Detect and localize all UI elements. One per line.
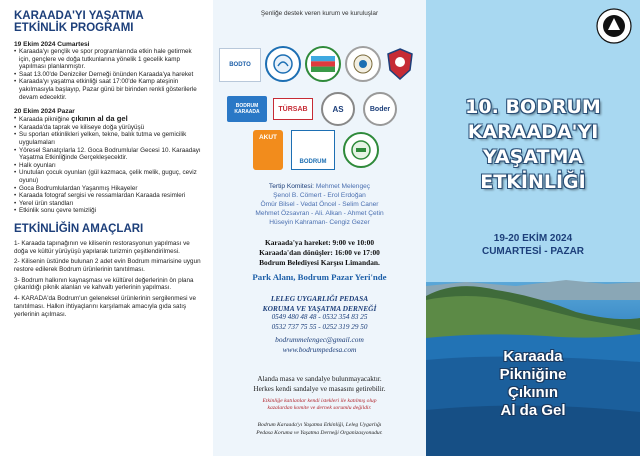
day1-list (14, 48, 203, 101)
event-title-line: 10. BODRUM (465, 96, 601, 118)
green-seal-logo (343, 132, 379, 168)
list-item: • Unutulan çocuk oyunları (gül kazmaca, çelik melik, guguç, ceviz oyunu) (14, 169, 203, 184)
notes-block (213, 374, 426, 437)
liability-warning (213, 398, 426, 412)
list-item (14, 115, 203, 124)
committee-member: Mehmet Özsavran - Ali. Alkan - Ahmet Çetin (255, 210, 384, 217)
aim-item: 1- Karaada tapınağının ve kilisenin restorasyonun yapılması ve doğa ve kültür yürüyüşü yapılarak turizmin çeşitlendirilmesi. (14, 239, 190, 255)
akut-logo: AKUT (253, 130, 283, 170)
association-contact (213, 294, 426, 355)
tursab-logo: TÜRSAB (273, 98, 313, 120)
list-item: • Goca Bodrumlulardan Yaşanmış Hikayeler (14, 185, 203, 193)
list-item: • Halk oyunları (14, 162, 203, 170)
note-tables: Alanda masa ve sandalye bulunmayacaktır. (257, 375, 382, 383)
sponsor-title: Şenliğe destek veren kurum ve kuruluşlar (260, 10, 379, 17)
info-column (213, 0, 426, 456)
committee-member: Mehmet Melengeç (315, 183, 371, 190)
slogan-line: Al da Gel (500, 402, 566, 419)
organizer-line: Bodrum Karaada'yı Yaşatma Etkinliği, Leleg Uygarlığı (257, 422, 382, 429)
warning-line: Etkinliğe katılanlar kendi istekleri ile katılmış olup (262, 398, 377, 404)
slogan-line: Pikniğine (499, 366, 567, 383)
program-title-line-2: ETKİNLİK PROGRAMI (14, 22, 134, 34)
list-item: • Karaada'da taprak ve kiliseye doğa yürüyüşü (14, 124, 203, 132)
committee-line-1 (213, 182, 426, 191)
committee-member: Hüseyin Kahraman- Cengiz Gezer (269, 219, 370, 226)
committee-member: Şenol B. Cömert - Erol Erdoğan (273, 192, 366, 199)
phone-numbers: 0549 480 48 48 - 0532 354 83 25 (271, 313, 368, 322)
aim-item: 3- Bodrum halkının kaynaşması ve kültürel değerlerinin ön plana çıkarıldığı piknik alanları ve kahvaltı yerlerinin yapılması. (14, 276, 194, 292)
list-item: • Su sporları etkinlikleri yelken, tekne, balık tutma ve gemicilik uygulamaları (14, 131, 203, 146)
boder-logo: Boder (363, 92, 397, 126)
bodrum-karaada-logo: BODRUM KARAADA (227, 96, 267, 122)
website-link[interactable]: www.bodrumpedesa.com (282, 344, 357, 354)
phone-numbers: 0532 737 75 55 - 0252 319 29 50 (271, 322, 368, 331)
ferry-times (213, 238, 426, 268)
program-title-line-1: KARAADA'YI YAŞATMA (14, 10, 144, 22)
organizer-line: Pedasa Koruma ve Yaşatma Derneği Organizasyonudur. (256, 429, 383, 436)
day1-title: 19 Ekim 2024 Cumartesi (14, 41, 90, 48)
municipality-seal-logo (265, 46, 301, 82)
program-title (14, 10, 203, 34)
committee-member: Ömür Bilsel - Vedat Öncel - Selim Caner (260, 201, 379, 208)
return-time: Karaada'dan dönüşler: 16:00 ve 17:00 (259, 248, 380, 257)
day2-title: 20 Ekim 2024 Pazar (14, 108, 75, 116)
association-name-2: KORUMA VE YAŞATMA DERNEĞİ (262, 303, 377, 313)
picnic-slogan-banner (426, 348, 640, 420)
committee-block (213, 182, 426, 227)
association-emblem-logo (345, 46, 381, 82)
list-item: • Karaada fotograf sergisi ve ressamlardan Karaada resimleri (14, 192, 203, 200)
azerbaijan-flag-logo (305, 46, 341, 82)
departure-time: Karaada'ya hareket: 9:00 ve 10:00 (264, 238, 375, 247)
email-link[interactable]: bodrummelengec@gmail.com (275, 335, 364, 345)
event-title (426, 95, 640, 195)
parking-info: Park Alanı, Bodrum Pazar Yeri'nde (252, 272, 387, 282)
association-name-1: LELEG UYGARLIĞI PEDASA (270, 294, 369, 303)
note-chairs: Herkes kendi sandalye ve masasını getirebilir. (253, 385, 386, 393)
aim-item: 4- KARADA'da Bodrum'un geleneksel ürünlerinin sergilenmesi ve tanıtılması. Halkın ihtiyaçlarını karşılamak amacıyla gıda satış yerlerinin açılması. (14, 295, 196, 318)
bodrum-logo: BODRUM (291, 130, 335, 170)
event-date-range: 19-20 EKİM 2024 (493, 233, 573, 244)
event-weekdays: CUMARTESİ - PAZAR (481, 246, 585, 257)
naval-shield-logo (385, 46, 415, 82)
list-item: • Karaada'yı gençlik ve spor programlarında etkin hale getirmek için, gençlere ve doğa tutkunlarına yönelik 1 gecelik kamp yapılması planlanmıştır. (14, 48, 203, 71)
event-title-line: KARAADA'YI (467, 121, 599, 143)
list-item: • Saat 13.00'de Denizciler Derneği önünden Karaada'ya hareket (14, 71, 203, 79)
committee-label: Tertip Komitesi: (268, 183, 314, 190)
cover-panel (426, 0, 640, 456)
list-item: • Etkinlik sonu çevre temizliği (14, 207, 203, 215)
warning-line: kazalardan komite ve dernek sorumlu değildir. (267, 405, 372, 412)
event-title-line: YAŞATMA (482, 146, 584, 168)
event-dates (426, 232, 640, 258)
aims-title: ETKİNLİĞİN AMAÇLARI (14, 222, 144, 235)
aims-list (14, 240, 203, 318)
slogan-line: Karaada (503, 348, 563, 365)
association-badge-icon (596, 8, 632, 44)
program-column (0, 0, 213, 456)
list-item: • Yerel ürün standları (14, 200, 203, 208)
list-item: • Karaada'yı yaşatma etkinliği saat 17:00'de Kamp ateşinin yakılmasıyla başlayıp, Pazar günü bir birinden renkli gösterilerle devam edecektir. (14, 78, 203, 101)
organizer-note (213, 422, 426, 436)
slogan-line: Çıkının (507, 384, 558, 401)
picnic-slogan: çıkının al da gel (71, 114, 128, 124)
day2-list (14, 115, 203, 215)
as-logo: AS (321, 92, 355, 126)
pier-location: Bodrum Belediyesi Karşısı Limandan. (259, 258, 380, 267)
event-title-line: ETKİNLİĞİ (480, 171, 586, 193)
list-item: • Yöresel Sanatçılarla 12. Goca Bodrumlular Gecesi 10. Karaadayı Yaşatma Etkinliğinde Gerçekleşecektir. (14, 147, 203, 162)
aim-item: 2- Kilisenin üstünde bulunan 2 adet evin Bodrum mimarisine uygun restore edilerek Bodrum ürünlerinin tanıtılması. (14, 258, 201, 273)
picnic-intro: Karaada pikniğine (19, 116, 72, 124)
bodto-logo: BODTO (219, 48, 261, 82)
